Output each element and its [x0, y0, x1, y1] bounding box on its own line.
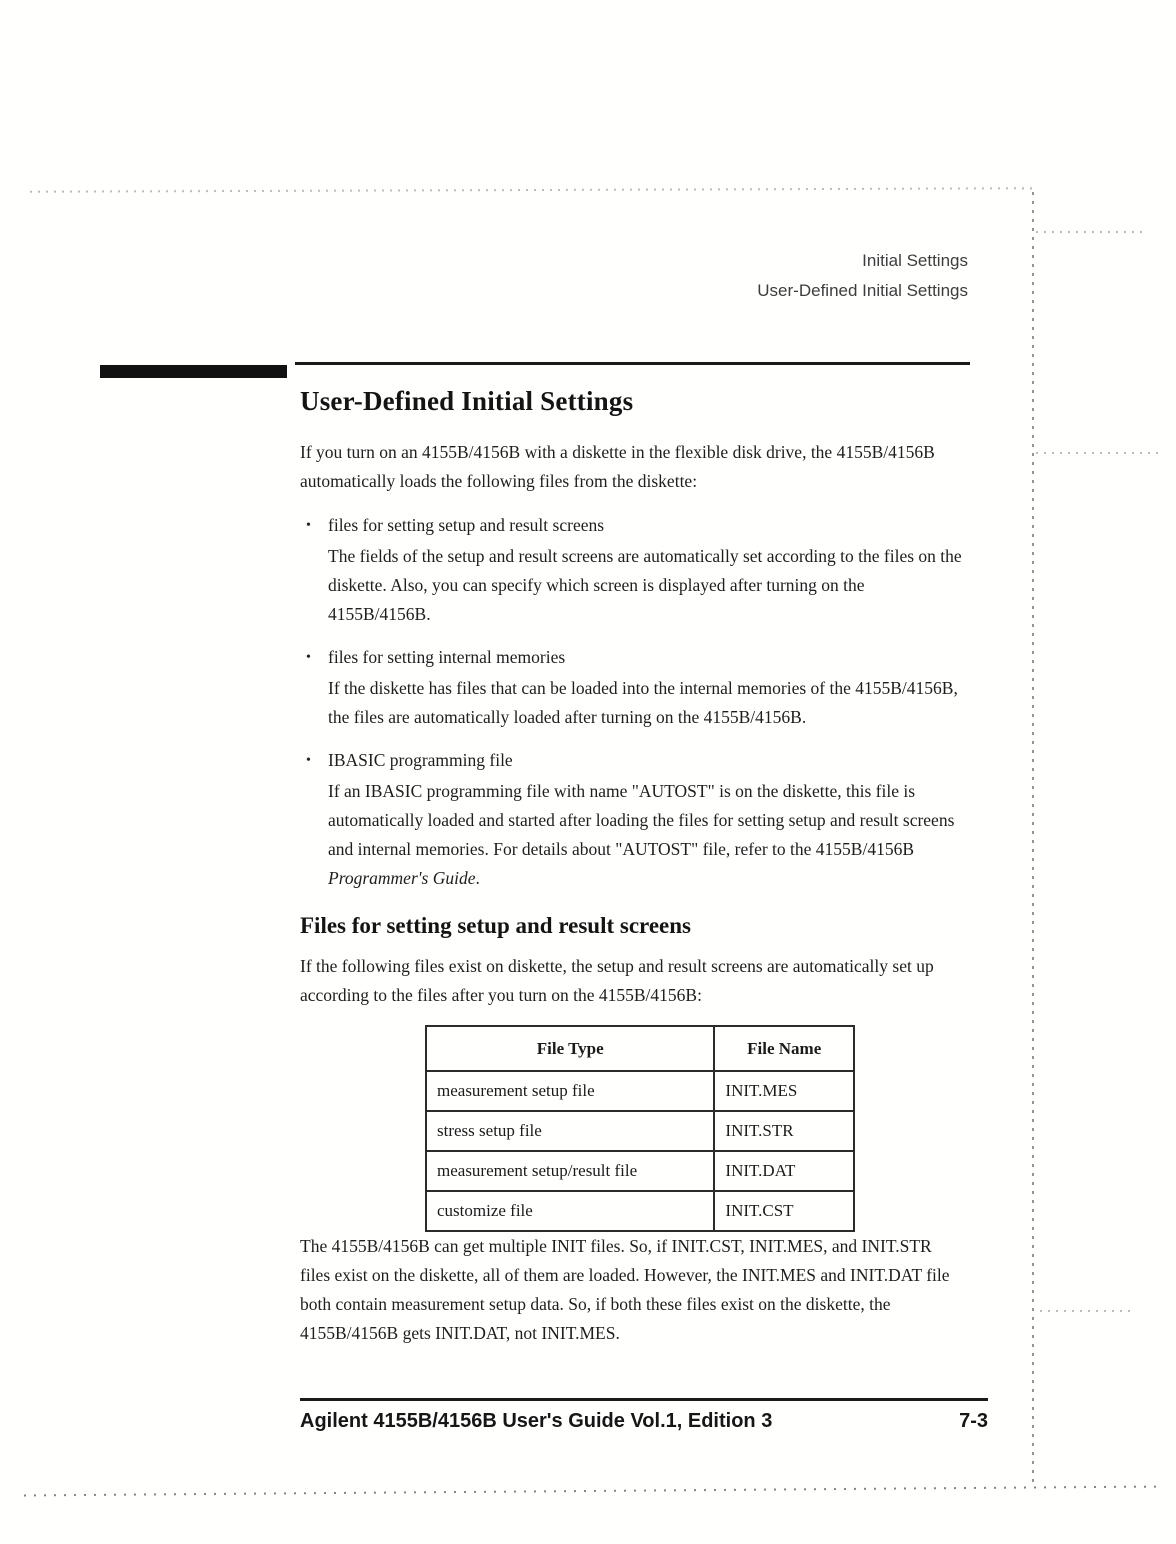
file-kinds-list: [300, 511, 962, 893]
list-item: [300, 511, 962, 629]
file-type-cell: customize file: [426, 1191, 714, 1231]
scan-edge-bottom: [24, 1486, 1164, 1497]
footer-document-title: Agilent 4155B/4156B User's Guide Vol.1, Edition 3: [300, 1410, 773, 1432]
scan-edge-segment: [1036, 231, 1146, 233]
section-marker-bar: [100, 365, 287, 378]
list-item-detail: The fields of the setup and result screens are automatically set according to the files on the diskette. Also, you can specify which screen is displayed after turning on the 4155B/4156B.: [328, 546, 962, 624]
list-item-label: • files for setting internal memories: [300, 643, 962, 672]
book-title-reference: Programmer's Guide: [328, 868, 476, 888]
list-item-detail: [328, 777, 962, 893]
init-files-table: [425, 1025, 855, 1232]
running-header: [757, 246, 968, 306]
detail-text: .: [475, 868, 480, 888]
table-row: [426, 1111, 854, 1151]
footer-rule: [300, 1398, 988, 1401]
scan-edge-segment: [1040, 1310, 1130, 1312]
table-row: [426, 1071, 854, 1111]
footer-page-number: 7-3: [959, 1410, 988, 1432]
file-type-cell: measurement setup/result file: [426, 1151, 714, 1191]
file-type-cell: stress setup file: [426, 1111, 714, 1151]
table-header-row: [426, 1026, 854, 1071]
page-footer: [300, 1410, 988, 1433]
file-name-cell: INIT.DAT: [714, 1151, 854, 1191]
column-header-file-type: File Type: [426, 1026, 714, 1071]
file-name-cell: INIT.MES: [714, 1071, 854, 1111]
table-row: [426, 1151, 854, 1191]
detail-text: If an IBASIC programming file with name "AUTOST" is on the diskette, this file is automatically loaded and started after loading the files for setting setup and result screens and internal memories. For details about "AUTOST" file, refer to the 4155B/4156B: [328, 781, 955, 859]
file-name-cell: INIT.CST: [714, 1191, 854, 1231]
list-item-label: • files for setting setup and result screens: [300, 511, 962, 540]
running-header-section: User-Defined Initial Settings: [757, 281, 968, 300]
list-item-label: • IBASIC programming file: [300, 746, 962, 775]
running-header-chapter: Initial Settings: [862, 251, 968, 270]
title-rule: [295, 362, 970, 365]
scan-edge-top: [30, 187, 1035, 193]
scan-edge-right: [1032, 192, 1034, 1482]
page-content: [300, 386, 962, 1363]
note-paragraph: The 4155B/4156B can get multiple INIT files. So, if INIT.CST, INIT.MES, and INIT.STR files exist on the diskette, all of them are loaded. However, the INIT.MES and INIT.DAT file both contain measurement setup data. So, if both these files exist on the diskette, the 4155B/4156B gets INIT.DAT, not INIT.MES.: [300, 1236, 950, 1343]
list-item: [300, 746, 962, 893]
file-type-cell: measurement setup file: [426, 1071, 714, 1111]
scan-edge-segment: [1036, 452, 1164, 454]
column-header-file-name: File Name: [714, 1026, 854, 1071]
table-row: [426, 1191, 854, 1231]
intro-paragraph: If you turn on an 4155B/4156B with a diskette in the flexible disk drive, the 4155B/4156B automatically loads the following files from the diskette:: [300, 442, 935, 491]
subsection-intro-paragraph: If the following files exist on diskette, the setup and result screens are automatically set up according to the files after you turn on the 4155B/4156B:: [300, 956, 934, 1005]
file-name-cell: INIT.STR: [714, 1111, 854, 1151]
list-item-detail: If the diskette has files that can be loaded into the internal memories of the 4155B/4156B, the files are automatically loaded after turning on the 4155B/4156B.: [328, 678, 958, 727]
page-title: User-Defined Initial Settings: [300, 386, 634, 416]
subsection-title: Files for setting setup and result screens: [300, 913, 691, 938]
list-item: [300, 643, 962, 732]
